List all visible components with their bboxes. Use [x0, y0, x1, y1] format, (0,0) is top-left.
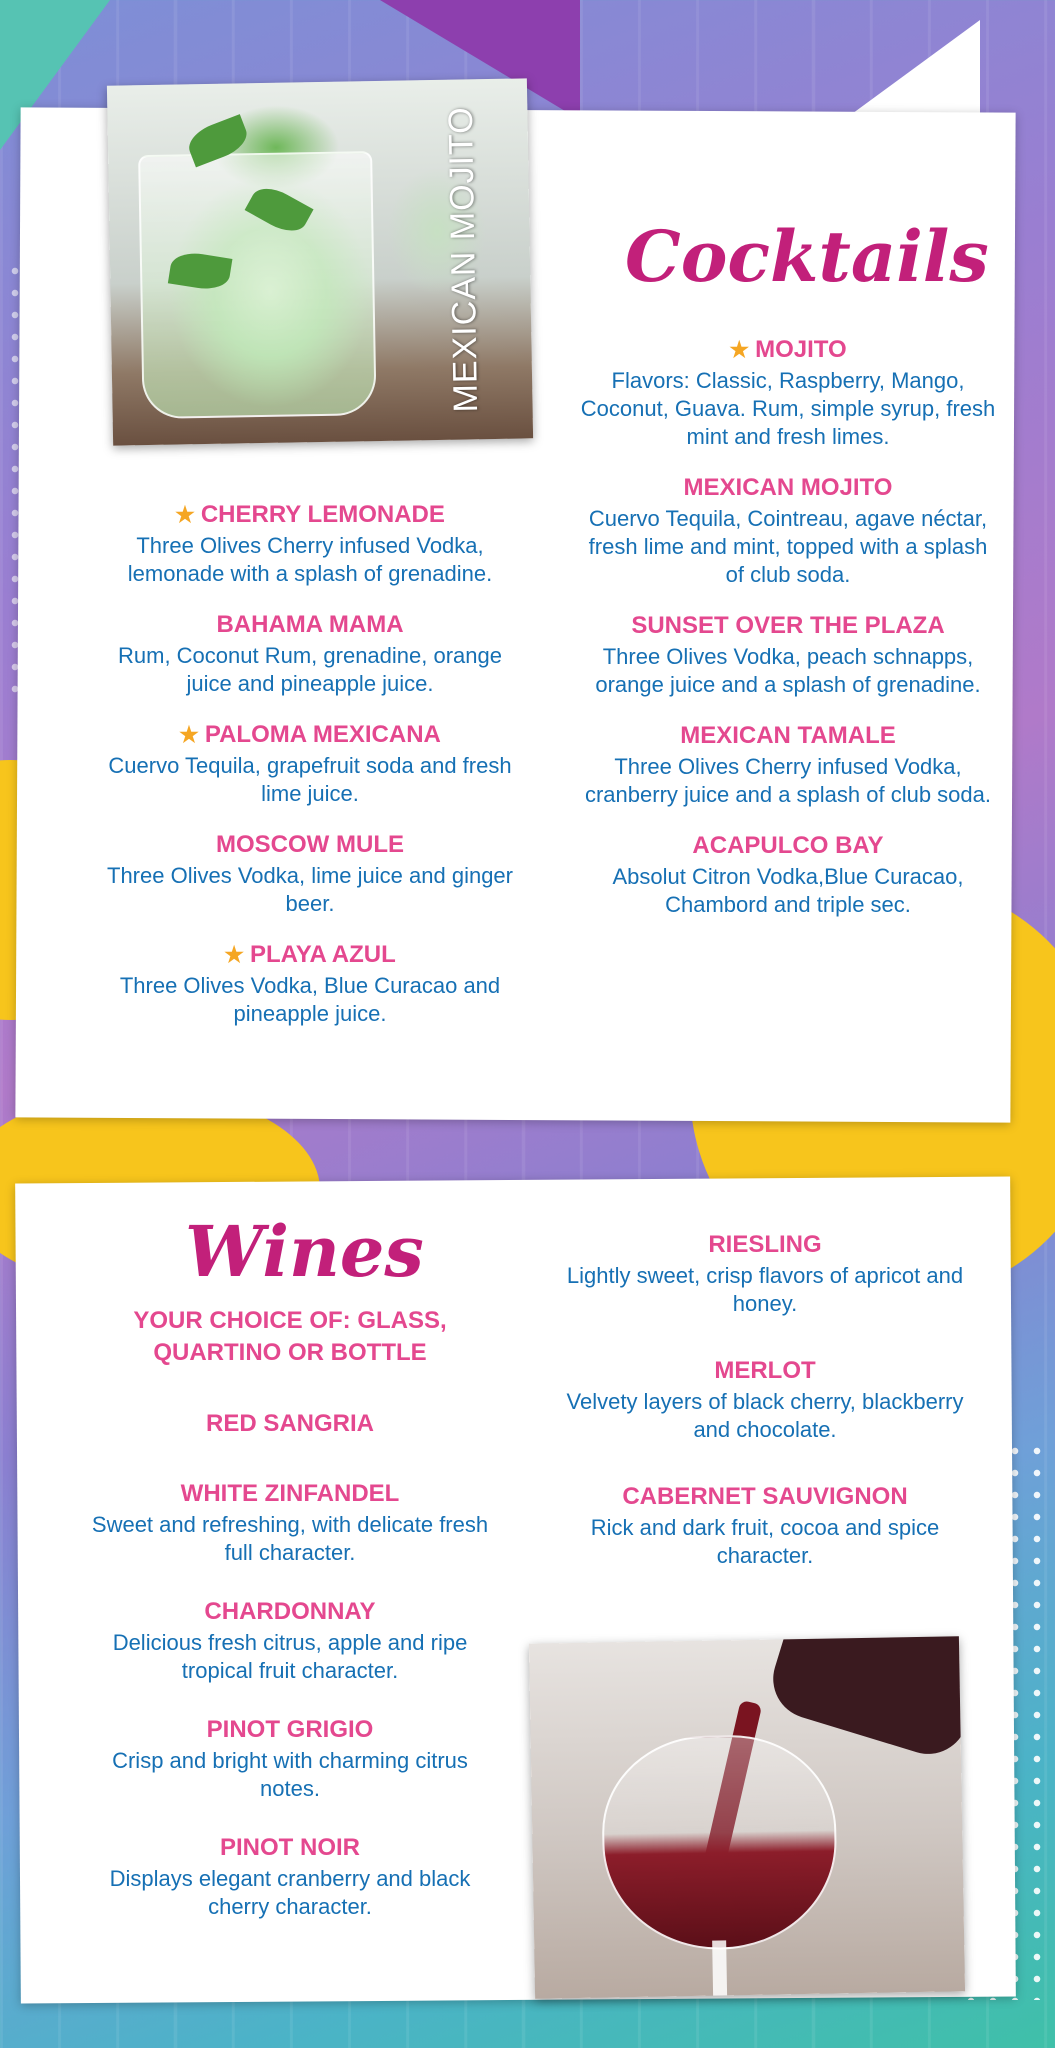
item-name: CABERNET SAUVIGNON — [622, 1483, 908, 1510]
item-name: ACAPULCO BAY — [692, 832, 884, 859]
item-name: MEXICAN MOJITO — [683, 474, 893, 501]
menu-item — [100, 500, 520, 588]
item-name: WHITE ZINFANDEL — [180, 1480, 400, 1507]
wine-glass-shape — [601, 1733, 839, 1951]
star-icon: ★ — [175, 502, 195, 527]
item-description: Lightly sweet, crisp flavors of apricot and honey. — [566, 1263, 964, 1316]
item-description: Three Olives Cherry infused Vodka, lemonade with a splash of grenadine. — [127, 533, 493, 586]
item-name: PALOMA MEXICANA — [204, 721, 441, 748]
menu-item — [578, 831, 998, 919]
menu-item — [578, 721, 998, 809]
menu-item — [555, 1356, 975, 1444]
glass-stem-shape — [712, 1940, 727, 1998]
item-description: Delicious fresh citrus, apple and ripe tropical fruit character. — [112, 1630, 468, 1683]
item-description: Cuervo Tequila, Cointreau, agave néctar, fresh lime and mint, topped with a splash of club soda. — [588, 506, 988, 587]
item-description: Displays elegant cranberry and black cherry character. — [109, 1866, 471, 1919]
item-description: Three Olives Vodka, Blue Curacao and pineapple juice. — [119, 973, 501, 1026]
item-description: Flavors: Classic, Raspberry, Mango, Coconut, Guava. Rum, simple syrup, fresh mint and fresh limes. — [580, 368, 996, 449]
star-icon: ★ — [179, 722, 199, 747]
item-description: Three Olives Cherry infused Vodka, cranberry juice and a splash of club soda. — [584, 754, 991, 807]
menu-item — [100, 720, 520, 808]
menu-item — [100, 830, 520, 918]
item-name: MERLOT — [714, 1357, 816, 1384]
wines-title: Wines — [185, 1210, 424, 1293]
item-name: PINOT GRIGIO — [206, 1716, 374, 1743]
wines-right-column — [555, 1230, 975, 1592]
menu-item — [100, 610, 520, 698]
item-description: Rum, Coconut Rum, grenadine, orange juice and pineapple juice. — [118, 643, 502, 696]
item-description: Rick and dark fruit, cocoa and spice character. — [590, 1515, 940, 1568]
bottle-shape — [763, 1636, 965, 1764]
menu-item — [80, 1409, 500, 1439]
item-name: BAHAMA MAMA — [216, 611, 404, 638]
menu-item — [578, 473, 998, 589]
mojito-photo — [107, 78, 533, 445]
item-name: RED SANGRIA — [205, 1410, 374, 1437]
item-description: Three Olives Vodka, lime juice and ginger beer. — [107, 863, 513, 916]
menu-item — [80, 1715, 500, 1803]
item-name: MOSCOW MULE — [216, 831, 404, 858]
menu-item — [80, 1479, 500, 1567]
item-description: Three Olives Vodka, peach schnapps, orange juice and a splash of grenadine. — [595, 644, 981, 697]
item-name: CHERRY LEMONADE — [200, 501, 445, 528]
menu-item — [578, 611, 998, 699]
item-name: MOJITO — [755, 336, 847, 363]
item-name: MEXICAN TAMALE — [680, 722, 896, 749]
menu-item — [80, 1833, 500, 1921]
menu-item — [100, 940, 520, 1028]
item-description: Sweet and refreshing, with delicate fresh full character. — [91, 1512, 489, 1565]
star-icon: ★ — [224, 942, 244, 967]
cocktails-title: Cocktails — [625, 215, 989, 298]
item-name: PLAYA AZUL — [249, 941, 396, 968]
item-name: SUNSET OVER THE PLAZA — [631, 612, 945, 639]
menu-item — [80, 1597, 500, 1685]
item-name: CHARDONNAY — [204, 1598, 376, 1625]
menu-item — [578, 335, 998, 451]
wine-pour-photo — [529, 1636, 965, 1998]
menu-item — [555, 1230, 975, 1318]
photo-caption: MEXICAN MOJITO — [441, 106, 486, 413]
item-name: PINOT NOIR — [219, 1834, 360, 1861]
item-description: Cuervo Tequila, grapefruit soda and fresh lime juice. — [108, 753, 512, 806]
menu-item — [555, 1482, 975, 1570]
item-description: Absolut Citron Vodka,Blue Curacao, Chambord and triple sec. — [612, 864, 964, 917]
serving-note: YOUR CHOICE OF: GLASS, QUARTINO OR BOTTLE — [133, 1307, 447, 1366]
wines-left-column — [80, 1305, 500, 1943]
item-description: Crisp and bright with charming citrus notes. — [112, 1748, 468, 1801]
cocktails-left-column — [100, 500, 520, 1050]
cocktails-right-column — [578, 335, 998, 941]
item-description: Velvety layers of black cherry, blackberry and chocolate. — [566, 1389, 964, 1442]
star-icon: ★ — [729, 337, 750, 362]
item-name: RIESLING — [708, 1231, 822, 1258]
